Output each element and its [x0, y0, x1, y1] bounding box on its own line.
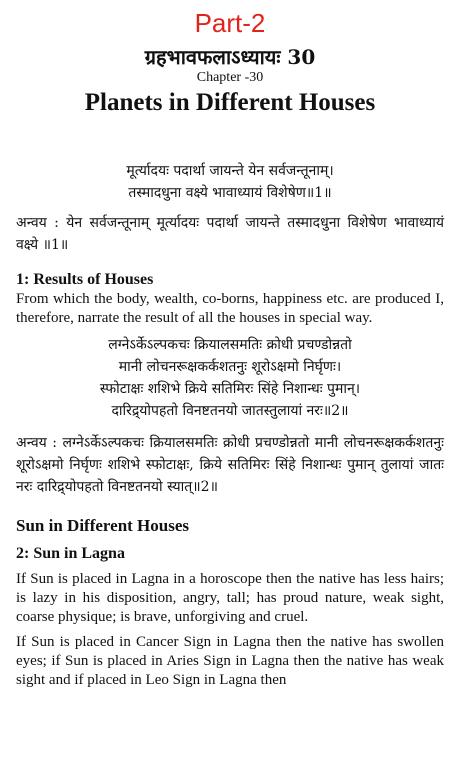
- anvaya-2: अन्वय : लग्नेऽर्केऽल्पकचः क्रियालसमतिः क्रोधी प्रचण्डोन्नतो मानी लोचनरूक्षकर्कशतनुः शूरोऽक्षमो निर्घृणः शशिभे स्फोटाक्षः, क्रिये सतिमिरः सिंहे निशान्धः पुमान् तुलायां जातः नरः दारिद्र्योपहतो विनष्टतनयो स्यात्॥2॥: [16, 435, 444, 495]
- verse-2: [16, 334, 444, 422]
- chapter-title-sanskrit: ग्रहभावफलाऽध्यायः 30: [144, 45, 316, 69]
- verse-line: स्फोटाक्षः शशिभे क्रिये सतिमिरः सिंहे निशान्धः पुमान्।: [99, 381, 361, 397]
- verse-1: [16, 160, 444, 204]
- section-heading-sun-in-houses: Sun in Different Houses: [16, 516, 190, 535]
- paragraph: If Sun is placed in Lagna in a horoscope then the native has less hairs; is lazy in his disposition, angry, tall; has proud nature, weak sight, coarse physique; is brave, unforgiving and cruel.: [16, 571, 444, 625]
- section-text-results-of-houses: From which the body, wealth, co-borns, happiness etc. are produced I, therefore, narrate the result of all the houses in special way.: [16, 291, 444, 326]
- verse-line: लग्नेऽर्केऽल्पकचः क्रियालसमतिः क्रोधी प्रचण्डोन्नतो: [108, 337, 352, 353]
- verse-line: मानी लोचनरूक्षकर्कशतनुः शूरोऽक्षमो निर्घृणः।: [118, 359, 342, 375]
- part-label: Part-2: [194, 8, 266, 38]
- chapter-number: Chapter -30: [196, 70, 264, 85]
- paragraph: If Sun is placed in Cancer Sign in Lagna then the native has swollen eyes; if Sun is placed in Aries Sign in Lagna then the native has weak sight and if placed in Leo Sign in Lagna then: [16, 634, 444, 688]
- subheading-sun-in-lagna: 2: Sun in Lagna: [16, 545, 125, 562]
- verse-line: मूर्त्यादयः पदार्था जायन्ते येन सर्वजन्तूनाम्।: [126, 163, 334, 179]
- verse-line: तस्मादधुना वक्ष्ये भावाध्यायं विशेषेण॥1॥: [128, 185, 332, 201]
- chapter-title-english: Planets in Different Houses: [84, 89, 376, 116]
- verse-line: दारिद्र्योपहतो विनष्टतनयो जातस्तुलायां नरः॥2॥: [111, 403, 349, 419]
- anvaya-1: अन्वय : येन सर्वजन्तूनाम् मूर्त्यादयः पदार्था जायन्ते तस्मादधुना विशेषेण भावाध्यायं वक्ष्ये ॥1॥: [16, 215, 444, 253]
- section-heading-results-of-houses: 1: Results of Houses: [16, 271, 154, 288]
